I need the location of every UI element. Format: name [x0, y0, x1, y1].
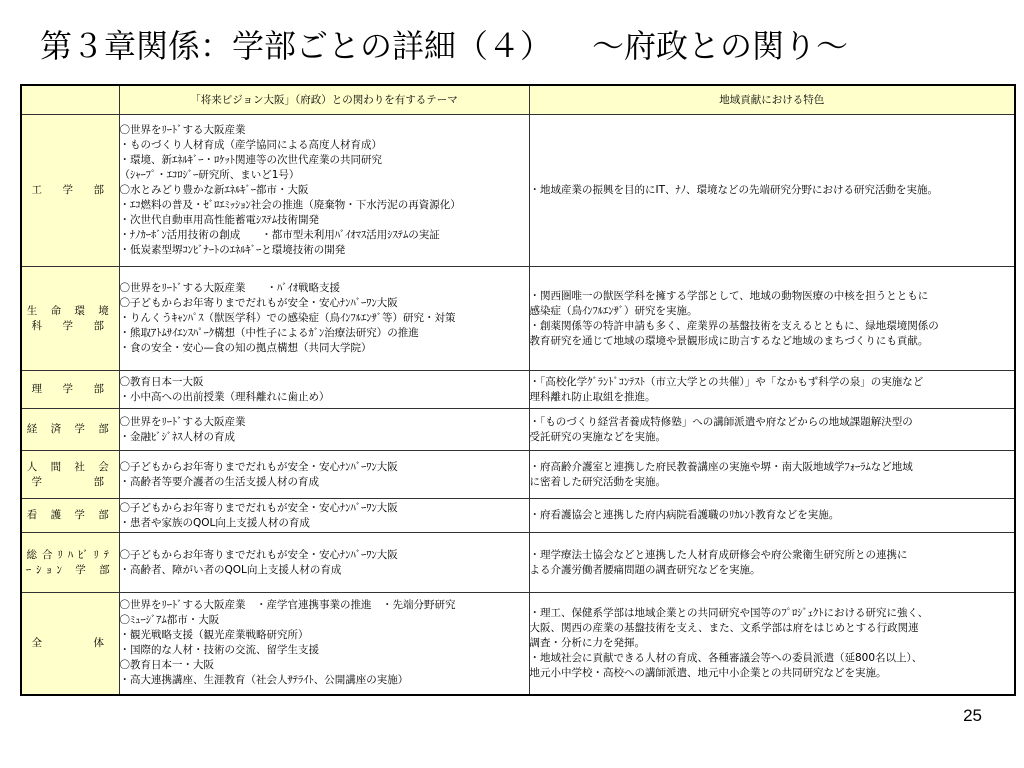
theme-line: ・ものづくり人材育成（産学協同による高度人材育成）	[119, 139, 382, 151]
faculty-label-line: 理 学 部	[31, 383, 109, 395]
table-row	[21, 499, 1015, 533]
faculty-label	[21, 533, 119, 593]
feature-line: ・地域産業の振興を目的にIT、ﾅﾉ、環境などの先端研究分野における研究活動を実施。	[529, 184, 939, 196]
feature-line: 大阪、関西の産業の基盤技術を支え、また、文系学部は府をはじめとする行政関連	[529, 621, 919, 634]
theme-line: ・小中高への出前授業（理科離れに歯止め）	[119, 390, 330, 403]
theme-line: 〇教育日本一大阪	[119, 375, 204, 388]
theme-line: ・高大連携講座、生涯教育（社会人ｻﾃﾗｲﾄ、公開講座の実施）	[119, 674, 409, 687]
theme-line: 〇子どもからお年寄りまでだれもが安全・安心ﾅﾝﾊﾞｰﾜﾝ大阪	[119, 297, 398, 309]
faculty-label-line: 科 学 部	[31, 319, 109, 332]
theme-line: 〇子どもからお年寄りまでだれもが安全・安心ﾅﾝﾊﾞｰﾜﾝ大阪	[119, 548, 398, 561]
feature-cell	[529, 593, 1015, 695]
table-row	[21, 115, 1015, 267]
feature-line: ・理学療法士協会などと連携した人材育成研修会や府公衆衛生研究所との連携に	[529, 548, 908, 561]
feature-line: 調査・分析に力を発揮。	[529, 636, 645, 649]
theme-cell	[119, 267, 529, 371]
feature-line: ・創薬関係等の特許申請も多く、産業界の基盤技術を支えるとともに、緑地環境関係の	[529, 319, 939, 332]
theme-line: ・高齢者、障がい者のQOL向上支援人材の育成	[119, 563, 342, 576]
theme-cell	[119, 371, 529, 409]
feature-line: に密着した研究活動を実施。	[529, 475, 666, 488]
feature-line: ・関西圏唯一の獣医学科を擁する学部として、地域の動物医療の中核を担うとともに	[529, 289, 929, 302]
theme-line: 〇子どもからお年寄りまでだれもが安全・安心ﾅﾝﾊﾞｰﾜﾝ大阪	[119, 460, 398, 473]
faculty-label-line: 経 済 学 部	[26, 423, 114, 435]
table-row	[21, 451, 1015, 499]
header-theme: 「将来ビジョン大阪」（府政）との関わりを有するテーマ	[119, 85, 529, 115]
faculty-label	[21, 115, 119, 267]
theme-line: 〇世界をﾘｰﾄﾞする大阪産業	[119, 415, 246, 428]
faculty-label-line: 人 間 社 会	[26, 460, 114, 473]
feature-line: ・「高校化学ｸﾞﾗﾝﾄﾞｺﾝﾃｽﾄ（市立大学との共催）」や「なかもず科学の泉」の実施など	[529, 375, 924, 388]
theme-cell	[119, 533, 529, 593]
feature-line: ・府高齢介護室と連携した府民教養講座の実施や堺・南大阪地域学ﾌｫｰﾗﾑなど地域	[529, 460, 913, 473]
feature-cell	[529, 115, 1015, 267]
feature-cell	[529, 267, 1015, 371]
theme-line: 〇水とみどり豊かな新ｴﾈﾙｷﾞｰ都市・大阪	[119, 184, 309, 196]
feature-line: 教育研究を通じて地域の環境や景観形成に助言するなど地域のまちづくりにも貢献。	[529, 334, 929, 347]
faculty-label-line: 学 部	[31, 475, 109, 488]
theme-line: 〇教育日本一・大阪	[119, 659, 214, 672]
feature-line: 受託研究の実施などを実施。	[529, 430, 666, 443]
theme-line: （ｼｬｰﾌﾟ・ｴｺﾛｼﾞｰ研究所、まいど1号）	[119, 169, 300, 181]
feature-cell	[529, 451, 1015, 499]
feature-line: ・地域社会に貢献できる人材の育成、各種審議会等への委員派遣（延800名以上）、	[529, 651, 923, 664]
theme-line: ・高齢者等要介護者の生活支援人材の育成	[119, 475, 319, 488]
theme-line: 〇世界をﾘｰﾄﾞする大阪産業 ・ﾊﾞｲｵ戦略支援	[119, 282, 340, 294]
title-sub: ～府政との関り～	[592, 27, 849, 65]
theme-line: 〇世界をﾘｰﾄﾞする大阪産業	[119, 124, 246, 136]
faculty-label-line: 総合ﾘﾊﾋﾞﾘﾃ	[26, 548, 114, 561]
theme-cell	[119, 451, 529, 499]
faculty-detail-table	[20, 84, 1016, 696]
page-number: 25	[963, 706, 982, 725]
title-main: 第３章関係：学部ごとの詳細（４）	[40, 27, 553, 65]
theme-line: ・ｴｺ燃料の普及・ｾﾞﾛｴﾐｯｼｮﾝ社会の推進（廃棄物・下水汚泥の再資源化）	[119, 199, 461, 211]
table-row	[21, 533, 1015, 593]
faculty-label-line: 工 学 部	[31, 184, 109, 196]
faculty-label-line: ｰｼｮﾝ 学 部	[25, 563, 115, 576]
header-faculty	[21, 85, 119, 115]
table-row	[21, 409, 1015, 451]
theme-line: 〇ﾐｭｰｼﾞｱﾑ都市・大阪	[119, 614, 220, 627]
theme-line: ・低炭素型堺ｺﾝﾋﾞﾅｰﾄのｴﾈﾙｷﾞｰと環境技術の開発	[119, 244, 346, 256]
feature-line: ・府看護協会と連携した府内病院看護職のﾘｶﾚﾝﾄ教育などを実施。	[529, 509, 840, 521]
theme-cell	[119, 115, 529, 267]
faculty-label	[21, 409, 119, 451]
theme-line: ・熊取ｱﾄﾑｻｲｴﾝｽﾊﾟｰｸ構想（中性子によるｶﾞﾝ治療法研究）の推進	[119, 327, 419, 339]
theme-cell	[119, 409, 529, 451]
faculty-label-line: 生 命 環 境	[26, 304, 114, 317]
faculty-label	[21, 371, 119, 409]
feature-line: 感染症（鳥ｲﾝﾌﾙｴﾝｻﾞ）研究を実施。	[529, 304, 698, 317]
feature-line: ・理工、保健系学部は地域企業との共同研究や国等のﾌﾟﾛｼﾞｪｸﾄにおける研究に強く、	[529, 606, 929, 619]
header-feature: 地域貢献における特色	[529, 85, 1015, 115]
theme-line: ・りんくうｷｬﾝﾊﾟｽ（獣医学科）での感染症（鳥ｲﾝﾌﾙｴﾝｻﾞ等）研究・対策	[119, 312, 456, 324]
theme-line: ・患者や家族のQOL向上支援人材の育成	[119, 516, 310, 529]
theme-line: ・食の安全・安心—食の知の拠点構想（共同大学院）	[119, 342, 372, 354]
feature-cell	[529, 371, 1015, 409]
theme-cell	[119, 499, 529, 533]
theme-line: ・金融ﾋﾞｼﾞﾈｽ人材の育成	[119, 430, 235, 443]
theme-line: ・ﾅﾉｶｰﾎﾞﾝ活用技術の創成 ・都市型未利用ﾊﾞｲｵﾏｽ活用ｼｽﾃﾑの実証	[119, 229, 440, 241]
table-row	[21, 593, 1015, 695]
feature-line: よる介護労働者腰痛問題の調査研究などを実施。	[529, 563, 761, 576]
feature-line: ・「ものづくり経営者養成特修塾」への講師派遣や府などからの地域課題解決型の	[529, 415, 913, 428]
slide-title	[40, 20, 1010, 72]
faculty-label	[21, 499, 119, 533]
theme-line: ・次世代自動車用高性能蓄電ｼｽﾃﾑ技術開発	[119, 214, 319, 226]
feature-line: 理科離れ防止取組を推進。	[529, 390, 656, 403]
theme-line: ・環境、新ｴﾈﾙｷﾞｰ・ﾛｹｯﾄ関連等の次世代産業の共同研究	[119, 154, 382, 166]
theme-line: ・観光戦略支援（観光産業戦略研究所）	[119, 629, 309, 642]
faculty-label-line: 看 護 学 部	[26, 509, 114, 521]
feature-cell	[529, 499, 1015, 533]
faculty-label	[21, 593, 119, 695]
faculty-label	[21, 451, 119, 499]
feature-line: 地元小中学校・高校への講師派遣、地元中小企業との共同研究などを実施。	[529, 666, 887, 679]
theme-line: ・国際的な人材・技術の交流、留学生支援	[119, 644, 319, 657]
faculty-label-line: 全 体	[31, 636, 109, 649]
table-row	[21, 371, 1015, 409]
table-row	[21, 267, 1015, 371]
feature-cell	[529, 409, 1015, 451]
table-header-row	[21, 85, 1015, 115]
theme-line: 〇子どもからお年寄りまでだれもが安全・安心ﾅﾝﾊﾞｰﾜﾝ大阪	[119, 501, 398, 514]
feature-cell	[529, 533, 1015, 593]
theme-cell	[119, 593, 529, 695]
faculty-label	[21, 267, 119, 371]
theme-line: 〇世界をﾘｰﾄﾞする大阪産業 ・産学官連携事業の推進 ・先端分野研究	[119, 599, 456, 612]
